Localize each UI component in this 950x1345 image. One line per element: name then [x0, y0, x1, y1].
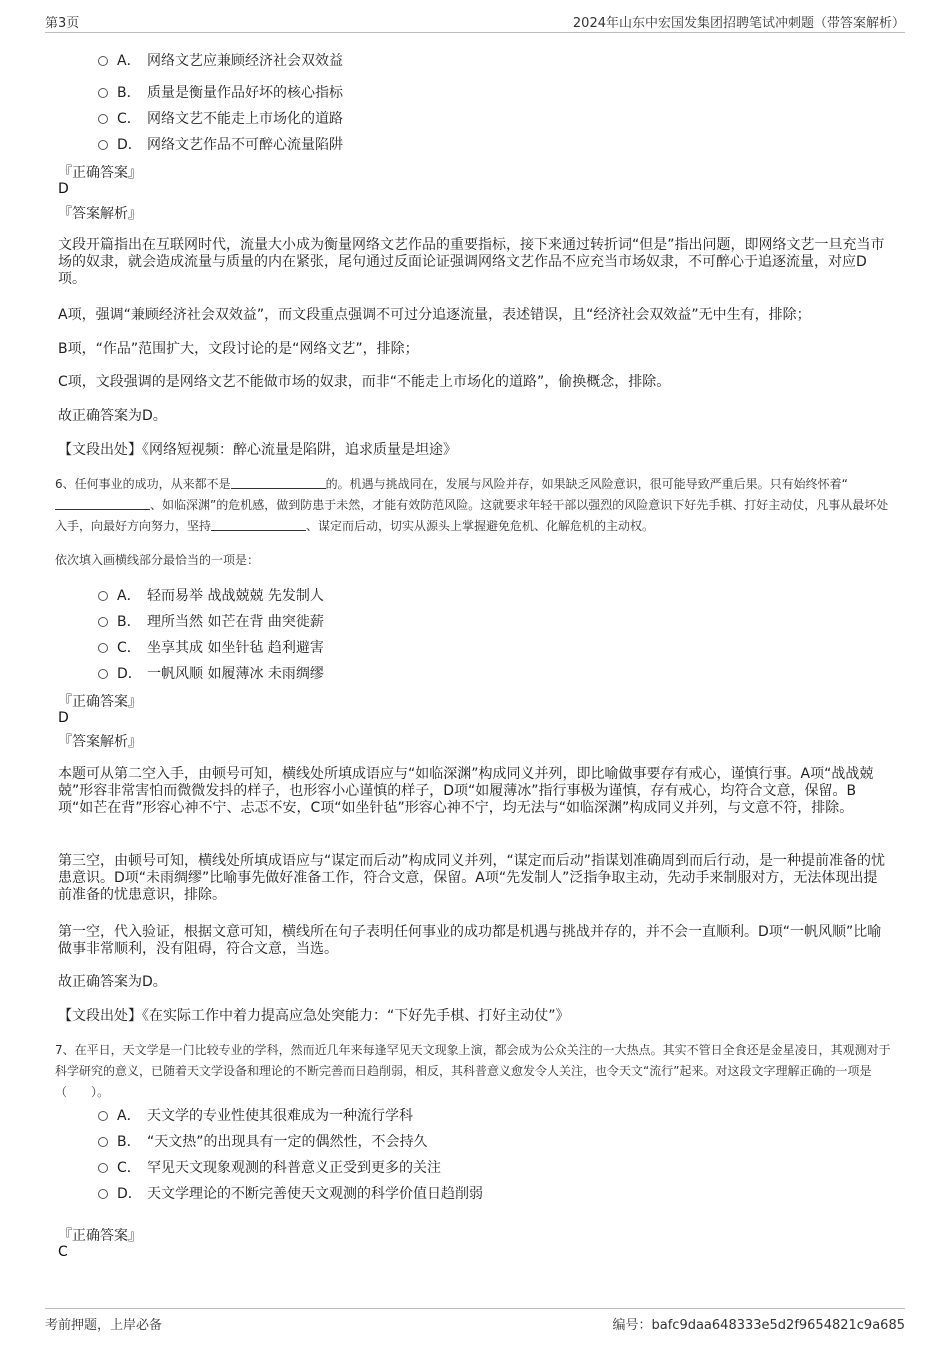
q5-analysis-label: 『答案解析』	[58, 206, 142, 222]
q6-answer-label: 『正确答案』	[58, 694, 142, 710]
q5-analysis-paragraph: 文段开篇指出在互联网时代，流量大小成为衡量网络文艺作品的重要指标，接下来通过转折词“但是”指出问题，即网络文艺一旦充当市场的奴隶，就会造成流量与质量的内在紧张，尾句通过反面论证强调网络文艺作品不应充当市场奴隶，不可醉心于追逐流量，对应D项。	[58, 237, 885, 287]
radio-icon[interactable]	[98, 617, 108, 627]
q5-analysis-paragraph: C项，文段强调的是网络文艺不能做市场的奴隶，而非“不能走上市场化的道路”，偷换概念，排除。	[58, 374, 671, 390]
q7-answer: C	[58, 1244, 68, 1260]
q6-option-b[interactable]: B． 理所当然 如芒在背 曲突徙薪	[98, 611, 324, 631]
document-title: 2024年山东中宏国发集团招聘笔试冲刺题（带答案解析）	[572, 16, 905, 31]
radio-icon[interactable]	[98, 643, 108, 653]
q7-option-c[interactable]: C． 罕见天文现象观测的科普意义正受到更多的关注	[98, 1157, 441, 1177]
q7-option-d[interactable]: D． 天文学理论的不断完善使天文观测的科学价值日趋削弱	[98, 1183, 483, 1203]
fill-blank-2	[55, 497, 150, 510]
fill-blank-1	[231, 476, 326, 489]
q6-prompt: 依次填入画横线部分最恰当的一项是：	[55, 553, 260, 567]
radio-icon[interactable]	[98, 669, 108, 679]
q5-option-a[interactable]: A． 网络文艺应兼顾经济社会双效益	[98, 50, 343, 70]
q7-stem: 7、在平日，天文学是一门比较专业的学科，然而近几年来每逢罕见天文现象上演，都会成为公众关注的一大热点。其实不管日全食还是金星凌日，其观测对于科学研究的意义，已随着天文学设备和理论的不断完善而日趋削弱，相反，其科普意义愈发令人关注，也令天文“流行”起来。对这段文字理解正确的一项是（ ）。	[55, 1043, 891, 1099]
fill-blank-3	[211, 518, 306, 531]
radio-icon[interactable]	[98, 1111, 108, 1121]
page-footer	[45, 1308, 905, 1339]
q5-option-d[interactable]: D． 网络文艺作品不可醉心流量陷阱	[98, 134, 343, 154]
q6-source: 【文段出处】《在实际工作中着力提高应急处突能力：“下好先手棋、打好主动仗”》	[58, 1008, 570, 1024]
radio-icon[interactable]	[98, 88, 108, 98]
q6-option-d[interactable]: D． 一帆风顺 如履薄冰 未雨绸缪	[98, 663, 324, 683]
q7-option-b[interactable]: B． “天文热”的出现具有一定的偶然性，不会持久	[98, 1131, 428, 1151]
q6-analysis-conclusion: 故正确答案为D。	[58, 974, 167, 990]
q6-analysis-label: 『答案解析』	[58, 734, 142, 750]
q6-analysis-paragraph: 第一空，代入验证，根据文意可知，横线所在句子表明任何事业的成功都是机遇与挑战并存的，并不会一直顺利。D项“一帆风顺”比喻做事非常顺利，没有阻碍，符合文意，当选。	[58, 924, 882, 957]
page-number: 第3页	[45, 16, 80, 31]
radio-icon[interactable]	[98, 140, 108, 150]
radio-icon[interactable]	[98, 56, 108, 66]
q5-source: 【文段出处】《网络短视频：醉心流量是陷阱，追求质量是坦途》	[58, 442, 457, 458]
page-header	[45, 10, 905, 33]
q6-option-c[interactable]: C． 坐享其成 如坐针毡 趋利避害	[98, 637, 324, 657]
q5-analysis-paragraph: B项，“作品”范围扩大，文段讨论的是“网络文艺”，排除；	[58, 341, 419, 357]
q6-option-a[interactable]: A． 轻而易举 战战兢兢 先发制人	[98, 585, 324, 605]
q7-option-a[interactable]: A． 天文学的专业性使其很难成为一种流行学科	[98, 1105, 413, 1125]
q5-analysis-conclusion: 故正确答案为D。	[58, 408, 167, 424]
footer-slogan: 考前押题，上岸必备	[45, 1318, 163, 1333]
radio-icon[interactable]	[98, 591, 108, 601]
q5-answer-label: 『正确答案』	[58, 165, 142, 181]
radio-icon[interactable]	[98, 1137, 108, 1147]
q6-analysis-paragraph: 第三空，由顿号可知，横线处所填成语应与“谋定而后动”构成同义并列，“谋定而后动”指谋划准确周到而后行动，是一种提前准备的忧患意识。D项“未雨绸缪”比喻事先做好准备工作，符合文意，保留。A项“先发制人”泛指争取主动，先动手来制服对方，无法体现出提前准备的忧患意识，排除。	[58, 853, 886, 903]
document-id: 编号：bafc9daa648333e5d2f9654821c9a685	[612, 1318, 905, 1333]
q6-analysis-paragraph: 本题可从第二空入手，由顿号可知，横线处所填成语应与“如临深渊”构成同义并列，即比喻做事要存有戒心，谨慎行事。A项“战战兢兢”形容非常害怕而微微发抖的样子，也形容小心谨慎的样子，D项“如履薄冰”指行事极为谨慎，存有戒心，均符合文意，保留。B项“如芒在背”形容心神不宁、忐忑不安，C项“如坐针毡”形容心神不宁，均无法与“如临深渊”构成同义并列，与文意不符，排除。	[58, 766, 874, 816]
q5-analysis-paragraph: A项，强调“兼顾经济社会双效益”，而文段重点强调不可过分追逐流量，表述错误，且“经济社会双效益”无中生有，排除；	[58, 307, 811, 323]
q5-option-b[interactable]: B． 质量是衡量作品好坏的核心指标	[98, 82, 343, 102]
radio-icon[interactable]	[98, 1163, 108, 1173]
q6-stem: 6、任何事业的成功，从来都不是 的。机遇与挑战同在，发展与风险并存，如果缺乏风险意识，很可能导致严重后果。只有始终怀着“、如临深渊”的危机感，做到防患于未然，才能有效防范风险。这就要求年轻干部以强烈的风险意识下好先手棋、打好主动仗，凡事从最坏处入手，向最好方向努力，坚持 、谋定而后动，切实从源头上掌握避免危机、化解危机的主动权。	[55, 477, 889, 533]
q5-option-c[interactable]: C． 网络文艺不能走上市场化的道路	[98, 108, 343, 128]
q5-answer: D	[58, 181, 69, 197]
radio-icon[interactable]	[98, 114, 108, 124]
q6-answer: D	[58, 710, 69, 726]
q7-answer-label: 『正确答案』	[58, 1228, 142, 1244]
radio-icon[interactable]	[98, 1189, 108, 1199]
